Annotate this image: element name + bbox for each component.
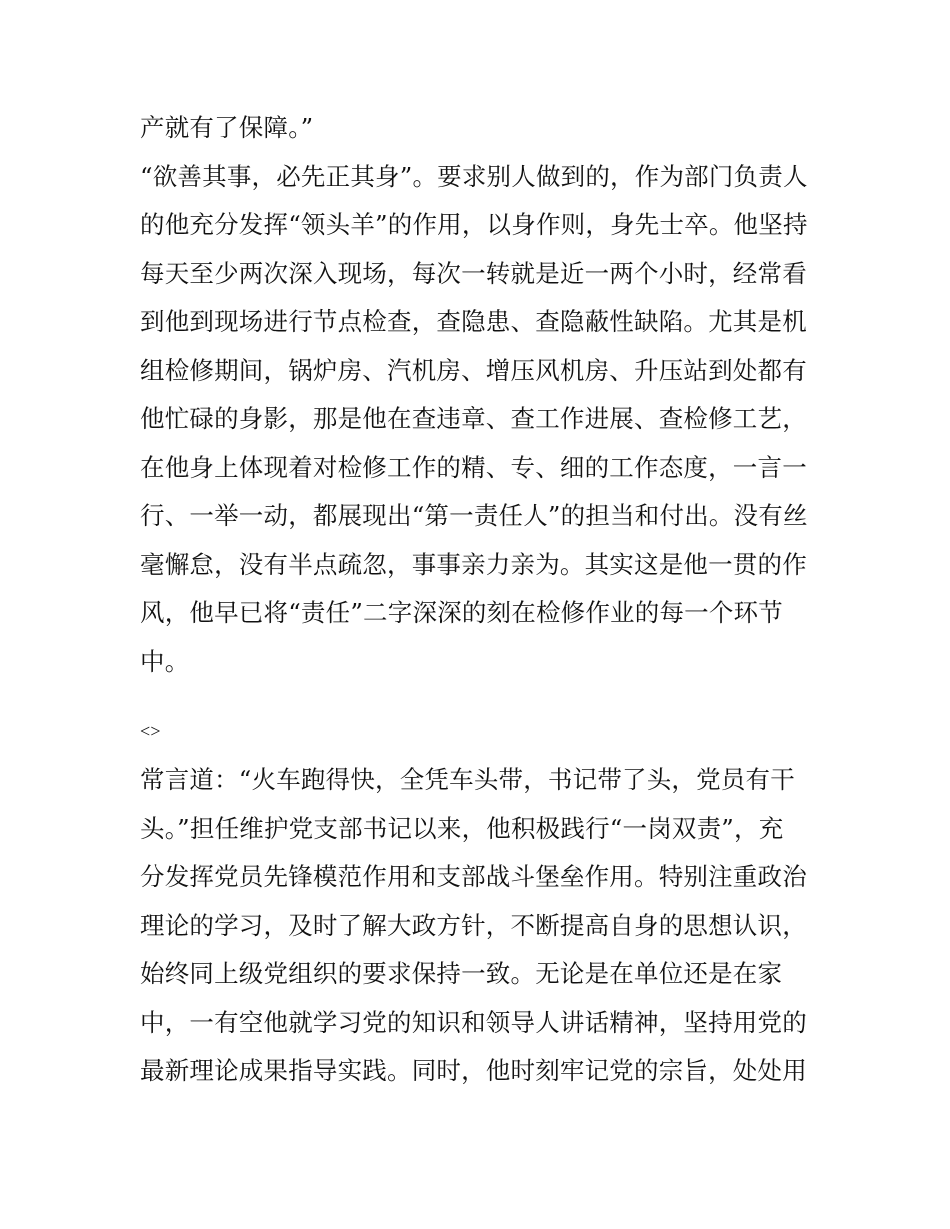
text-line: 产就有了保障。”: [140, 113, 314, 142]
text-line: 分发挥党员先锋模范作用和支部战斗堡垒作用。特别注重政治: [140, 862, 807, 891]
text-line: 风，他早已将“责任”二字深深的刻在检修作业的每一个环节: [140, 598, 783, 627]
text-line: 中。: [140, 646, 190, 676]
text-line: 到他到现场进行节点检查，查隐患、查隐蔽性缺陷。尤其是机: [140, 307, 807, 336]
text-line: 的他充分发挥“领头羊”的作用，以身作则，身先士卒。他坚持: [140, 210, 808, 239]
text-line: 中，一有空他就学习党的知识和领导人讲话精神，坚持用党的: [140, 1007, 807, 1037]
text-line: 毫懈怠，没有半点疏忽，事事亲力亲为。其实这是他一贯的作: [140, 549, 807, 579]
text-line: 每天至少两次深入现场，每次一转就是近一两个小时，经常看: [140, 258, 807, 288]
text-line: 他忙碌的身影，那是他在查违章、查工作进展、查检修工艺，: [140, 404, 807, 433]
paragraph-responsibility: [140, 104, 820, 686]
text-line: “欲善其事，必先正其身”。要求别人做到的，作为部门负责人: [140, 161, 808, 191]
text-line: 最新理论成果指导实践。同时，他时刻牢记党的宗旨，处处用: [140, 1056, 807, 1085]
text-line: 组检修期间，锅炉房、汽机房、增压风机房、升压站到处都有: [140, 355, 807, 385]
separator-mark: <>: [140, 721, 161, 741]
text-line: 在他身上体现着对检修工作的精、专、细的工作态度，一言一: [140, 452, 807, 482]
paragraph-party-secretary: [140, 756, 820, 1096]
text-line: 始终同上级党组织的要求保持一致。无论是在单位还是在家: [140, 959, 783, 988]
text-line: 头。”担任维护党支部书记以来，他积极践行“一岗双责”，充: [140, 813, 784, 843]
text-line: 行、一举一动，都展现出“第一责任人”的担当和付出。没有丝: [140, 501, 808, 530]
text-line: 理论的学习，及时了解大政方针，不断提高自身的思想认识，: [140, 910, 807, 940]
section-separator: [140, 711, 820, 751]
text-line: 常言道：“火车跑得快，全凭车头带，书记带了头，党员有干: [140, 765, 795, 794]
